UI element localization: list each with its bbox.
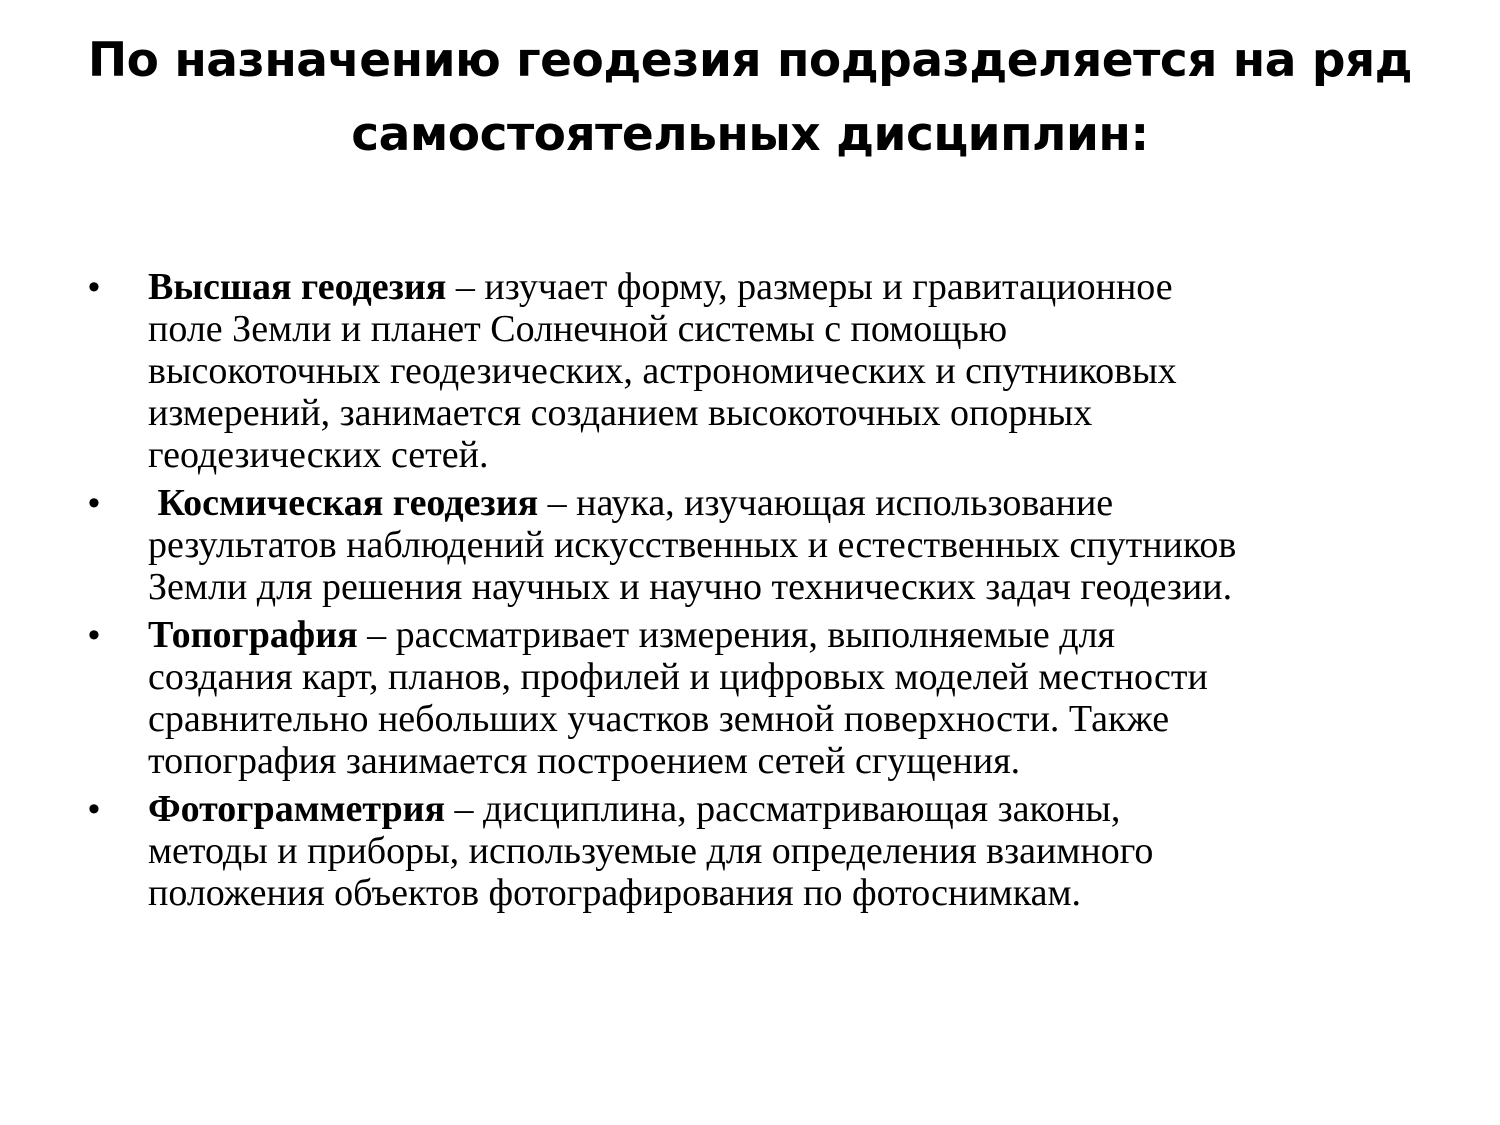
item-line-3: высокоточных геодезических, астрономических и спутниковых — [148, 350, 1177, 392]
item-text: – рассматривает измерения, выполняемые для — [357, 614, 1116, 656]
list-item-space-geodesy — [88, 482, 1428, 608]
title-line-2: самостоятельных дисциплин: — [351, 107, 1149, 162]
item-text: – наука, изучающая использование — [538, 482, 1114, 524]
item-line-5: геодезических сетей. — [148, 434, 489, 476]
title-line-1: По назначению геодезия подразделяется на ряд — [87, 33, 1413, 88]
discipline-term: Космическая геодезия — [157, 482, 539, 524]
discipline-term: Высшая геодезия — [148, 266, 447, 308]
item-line-2: поле Земли и планет Солнечной системы с помощью — [148, 308, 1008, 350]
item-line-2: методы и приборы, используемые для определения взаимного — [148, 830, 1154, 872]
slide-title — [60, 24, 1440, 172]
discipline-term: Фотограмметрия — [148, 788, 446, 830]
item-line-4: топография занимается построением сетей сгущения. — [148, 740, 1021, 782]
item-line-1 — [148, 482, 1428, 524]
item-line-4: измерений, занимается созданием высокоточных опорных — [148, 392, 1093, 434]
bullet-icon: • — [88, 268, 100, 306]
item-line-1 — [148, 266, 1428, 308]
list-item-higher-geodesy — [88, 266, 1428, 476]
item-line-3: Земли для решения научных и научно технических задач геодезии. — [148, 566, 1233, 608]
list-item-photogrammetry — [88, 788, 1428, 914]
item-text: – дисциплина, рассматривающая законы, — [445, 788, 1121, 830]
bullet-icon: • — [88, 790, 100, 828]
item-line-3: положения объектов фотографирования по фотоснимкам. — [148, 872, 1082, 914]
item-line-2: создания карт, планов, профилей и цифровых моделей местности — [148, 656, 1208, 698]
item-line-3: сравнительно небольших участков земной поверхности. Также — [148, 698, 1170, 740]
item-line-1 — [148, 788, 1428, 830]
item-line-2: результатов наблюдений искусственных и естественных спутников — [148, 524, 1237, 566]
item-line-1 — [148, 614, 1428, 656]
item-text: – изучает форму, размеры и гравитационное — [446, 266, 1173, 308]
discipline-term: Топография — [148, 614, 358, 656]
bullet-icon: • — [88, 616, 100, 654]
bullet-icon: • — [88, 484, 100, 522]
discipline-list — [88, 266, 1428, 920]
list-item-topography — [88, 614, 1428, 782]
leading-space — [148, 482, 158, 524]
